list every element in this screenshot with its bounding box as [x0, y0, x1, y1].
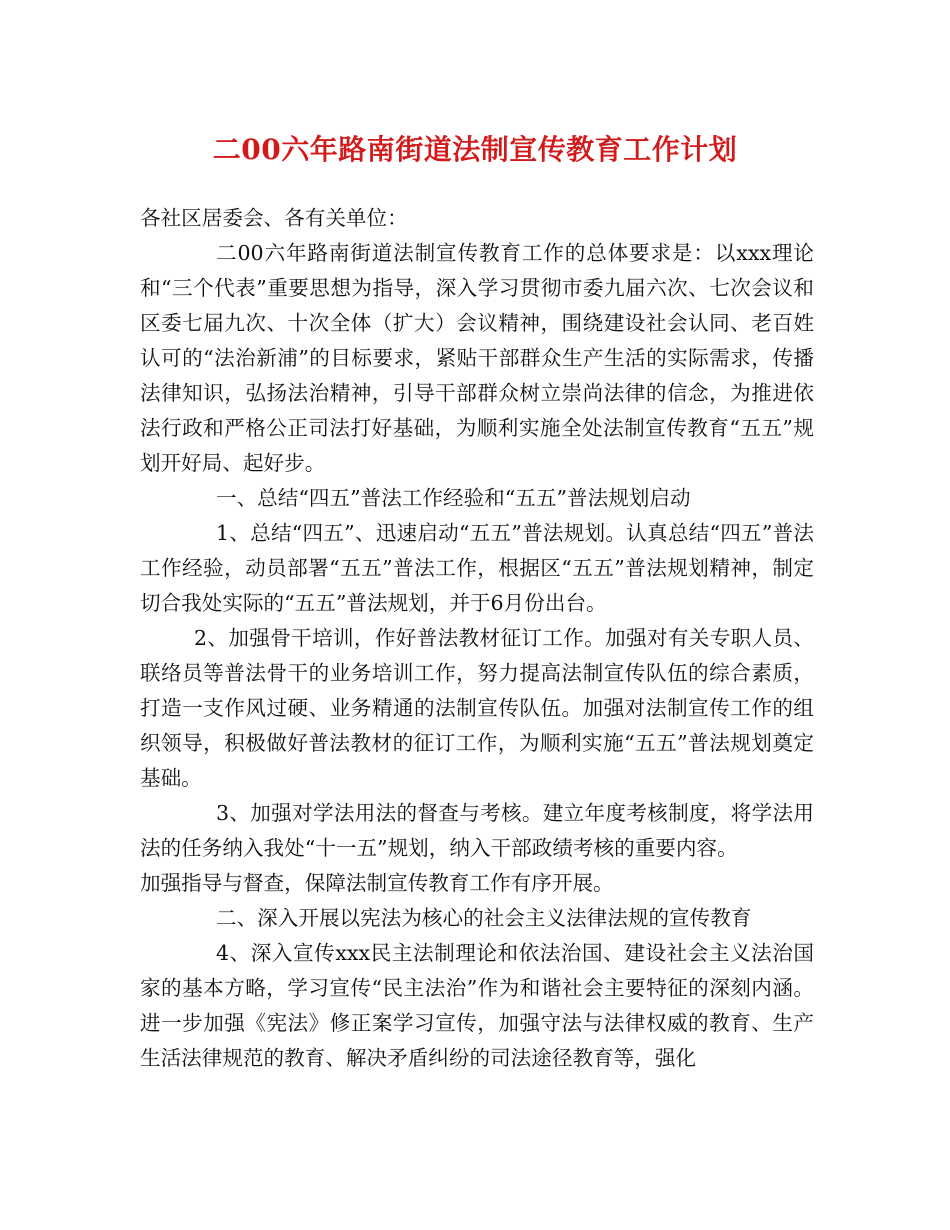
- paragraph-item-4: 4、深入宣传xxx民主法制理论和依法治国、建设社会主义法治国家的基本方略，学习宣传“民主法治”作为和谐社会主要特征的深刻内涵。进一步加强《宪法》修正案学习宣传，加强守法与法律权威的教育、生产生活法律规范的教育、解决矛盾纠纷的司法途径教育等，强化: [140, 941, 814, 1070]
- paragraph-item-1: 1、总结“四五”、迅速启动“五五”普法规划。认真总结“四五”普法工作经验，动员部署“五五”普法工作，根据区“五五”普法规划精神，制定切合我处实际的“五五”普法规划，并于6月份出台。: [140, 521, 814, 615]
- paragraph-item-3: 3、加强对学法用法的督查与考核。建立年度考核制度，将学法用法的任务纳入我处“十一五”规划，纳入干部政绩考核的重要内容。: [140, 801, 814, 860]
- section-heading-2: 二、深入开展以宪法为核心的社会主义法律法规的宣传教育: [216, 906, 752, 930]
- document-body: [140, 201, 814, 1076]
- document-title: 二00六年路南街道法制宣传教育工作计划: [212, 133, 738, 166]
- paragraph-item-3-continued: 加强指导与督查，保障法制宣传教育工作有序开展。: [140, 871, 614, 895]
- section-heading-1: 一、总结“四五”普法工作经验和“五五”普法规划启动: [216, 486, 691, 510]
- paragraph-item-2: 2、加强骨干培训，作好普法教材征订工作。加强对有关专职人员、联络员等普法骨干的业务培训工作，努力提高法制宣传队伍的综合素质，打造一支作风过硬、业务精通的法制宣传队伍。加强对法制宣传工作的组织领导，积极做好普法教材的征订工作，为顺利实施“五五”普法规划奠定基础。: [140, 626, 814, 790]
- salutation: 各社区居委会、各有关单位：: [140, 206, 408, 230]
- paragraph-intro: 二00六年路南街道法制宣传教育工作的总体要求是：以xxx理论和“三个代表”重要思想为指导，深入学习贯彻市委九届六次、七次会议和区委七届九次、十次全体（扩大）会议精神，围绕建设社会认同、老百姓认可的“法治新浦”的目标要求，紧贴干部群众生产生活的实际需求，传播法律知识，弘扬法治精神，引导干部群众树立崇尚法律的信念，为推进依法行政和严格公正司法打好基础，为顺利实施全处法制宣传教育“五五”规划开好局、起好步。: [140, 241, 814, 475]
